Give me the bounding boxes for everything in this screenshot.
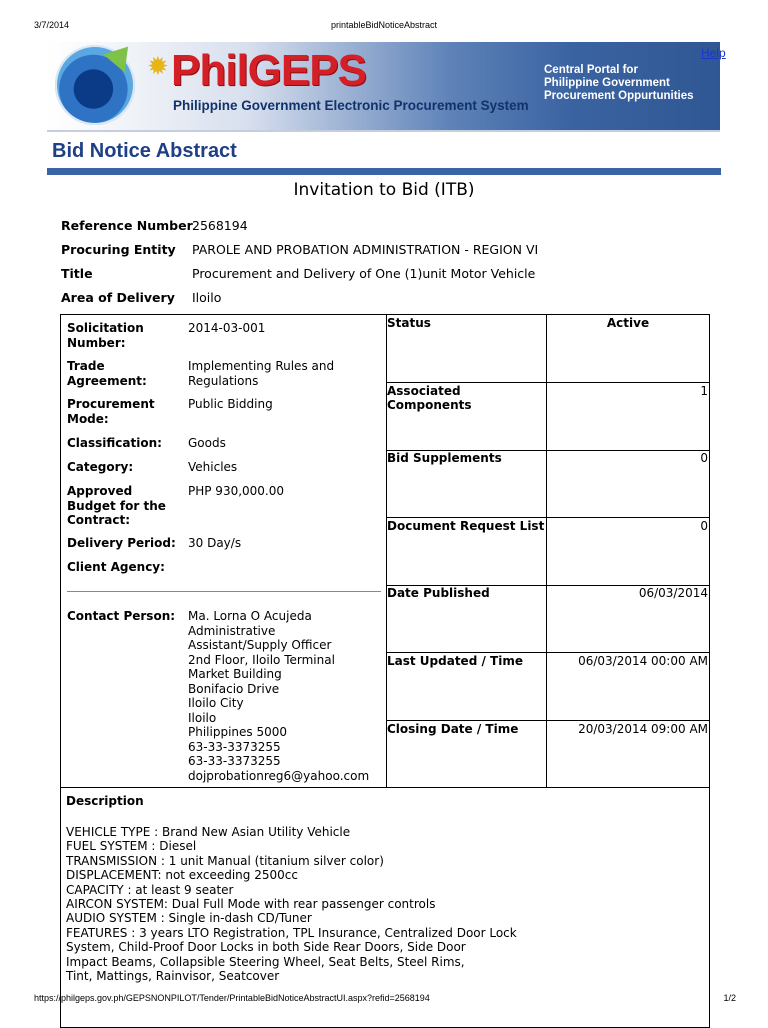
- detail-label: Category:: [67, 460, 134, 474]
- detail-value: Public Bidding: [188, 397, 273, 411]
- contact-line: Iloilo City: [188, 696, 244, 710]
- philgeps-banner: [47, 42, 720, 132]
- sun-icon: ✹: [147, 52, 169, 82]
- detail-label: Trade Agreement:: [67, 359, 147, 388]
- status-label-cell: [386, 721, 547, 788]
- status-label: Date Published: [387, 586, 490, 600]
- detail-value: PHP 930,000.00: [188, 484, 285, 498]
- status-label-cell: [386, 518, 547, 586]
- status-label-cell: [386, 585, 547, 653]
- summary-value: Iloilo: [192, 290, 222, 305]
- status-value: 20/03/2014 09:00 AM: [578, 722, 708, 736]
- summary-value: Procurement and Delivery of One (1)unit Motor Vehicle: [192, 266, 536, 281]
- status-value-cell: [547, 518, 709, 586]
- contact-label: Contact Person:: [67, 609, 176, 623]
- status-label: Bid Supplements: [387, 451, 502, 465]
- summary-label: Reference Number: [61, 218, 193, 233]
- status-value: 0: [700, 519, 708, 533]
- help-link[interactable]: Help: [701, 46, 726, 60]
- status-label: Last Updated / Time: [387, 654, 523, 668]
- status-value: 1: [700, 384, 708, 398]
- description-line: CAPACITY : at least 9 seater: [66, 882, 234, 897]
- status-value-cell: [547, 450, 709, 518]
- portal-line: Central Portal for: [544, 64, 638, 76]
- description-line: AIRCON SYSTEM: Dual Full Mode with rear passenger controls: [66, 897, 436, 912]
- status-value-cell: [547, 721, 709, 788]
- print-url: https://philgeps.gov.ph/GEPSNONPILOT/Tender/PrintableBidNoticeAbstractUI.aspx?refid=2568194: [34, 993, 430, 1003]
- status-value-cell: [547, 383, 709, 451]
- contact-line: Philippines 5000: [188, 725, 288, 739]
- summary-label: Title: [61, 266, 93, 281]
- contact-line: Assistant/Supply Officer: [188, 638, 332, 652]
- status-label-cell: [386, 383, 547, 451]
- status-label: Closing Date / Time: [387, 722, 519, 736]
- status-value: 06/03/2014 00:00 AM: [578, 654, 708, 668]
- print-date: 3/7/2014: [34, 20, 70, 30]
- print-page-number: 1/2: [723, 993, 736, 1003]
- status-value-cell: [547, 315, 709, 383]
- detail-label: Procurement Mode:: [67, 397, 155, 426]
- contact-line: Bonifacio Drive: [188, 681, 280, 696]
- status-label-cell: [386, 315, 547, 383]
- contact-line: 63-33-3373255: [188, 739, 281, 754]
- status-label: Associated Components: [387, 384, 472, 412]
- description-line: AUDIO SYSTEM : Single in-dash CD/Tuner: [66, 911, 312, 926]
- summary-label: Area of Delivery: [61, 290, 175, 305]
- contact-line: 2nd Floor, Iloilo Terminal: [188, 652, 335, 667]
- description-line: TRANSMISSION : 1 unit Manual (titanium silver color): [66, 853, 384, 868]
- description-body: [66, 825, 517, 983]
- detail-value: 30 Day/s: [188, 536, 242, 550]
- itb-heading: Invitation to Bid (ITB): [293, 180, 475, 200]
- description-line: System, Child-Proof Door Locks in both Side Rear Doors, Side Door: [66, 940, 466, 955]
- contact-line: Iloilo: [188, 710, 217, 725]
- detail-value: 2014-03-001: [188, 321, 266, 335]
- status-label: Status: [387, 316, 431, 330]
- detail-label: Delivery Period:: [67, 536, 176, 550]
- details-left-panel: [61, 315, 387, 787]
- title-divider: [47, 168, 721, 175]
- contact-divider: [67, 591, 381, 592]
- contact-line: Ma. Lorna O Acujeda: [188, 609, 312, 623]
- status-label: Document Request List: [387, 519, 545, 533]
- description-box: [60, 787, 710, 1028]
- detail-value: Goods: [188, 436, 226, 450]
- detail-label: Client Agency:: [67, 560, 165, 574]
- portal-line: Procurement Oppurtunities: [544, 90, 694, 102]
- contact-details: [188, 609, 388, 783]
- description-line: Impact Beams, Collapsible Steering Wheel, Seat Belts, Steel Rims,: [66, 954, 465, 969]
- status-value: 0: [700, 451, 708, 465]
- status-value: Active: [606, 316, 650, 330]
- detail-value: Implementing Rules and Regulations: [188, 359, 335, 388]
- status-value: 06/03/2014: [638, 586, 708, 600]
- detail-label: Classification:: [67, 436, 162, 450]
- portal-tagline: [544, 64, 724, 103]
- contact-line: Market Building: [188, 667, 282, 681]
- description-heading: Description: [66, 794, 144, 808]
- description-line: FEATURES : 3 years LTO Registration, TPL Insurance, Centralized Door Lock: [66, 925, 517, 940]
- description-line: FUEL SYSTEM : Diesel: [66, 839, 197, 854]
- status-value-cell: [547, 653, 709, 721]
- status-label-cell: [386, 653, 547, 721]
- detail-label: Approved Budget for the Contract:: [67, 484, 166, 527]
- summary-value: 2568194: [192, 218, 248, 233]
- contact-line: 63-33-3373255: [188, 754, 281, 768]
- contact-line: Administrative: [188, 623, 276, 638]
- status-value-cell: [547, 585, 709, 653]
- detail-value: Vehicles: [188, 460, 238, 474]
- description-line: VEHICLE TYPE : Brand New Asian Utility Vehicle: [66, 825, 351, 839]
- details-box: [60, 314, 710, 788]
- summary-value: PAROLE AND PROBATION ADMINISTRATION - REGION VI: [192, 242, 539, 257]
- summary-label: Procuring Entity: [61, 242, 176, 257]
- detail-label: Solicitation Number:: [67, 321, 144, 350]
- description-line: DISPLACEMENT: not exceeding 2500cc: [66, 868, 298, 883]
- contact-email[interactable]: dojprobationreg6@yahoo.com: [188, 768, 370, 783]
- print-page-title: printableBidNoticeAbstract: [330, 20, 438, 30]
- status-label-cell: [386, 450, 547, 518]
- brand-logo: PhilGEPS: [171, 46, 366, 95]
- brand-subtitle: Philippine Government Electronic Procurement System: [173, 98, 529, 113]
- description-line: Tint, Mattings, Rainvisor, Seatcover: [66, 969, 280, 984]
- page-title: Bid Notice Abstract: [52, 140, 237, 162]
- portal-line: Philippine Government: [544, 77, 670, 89]
